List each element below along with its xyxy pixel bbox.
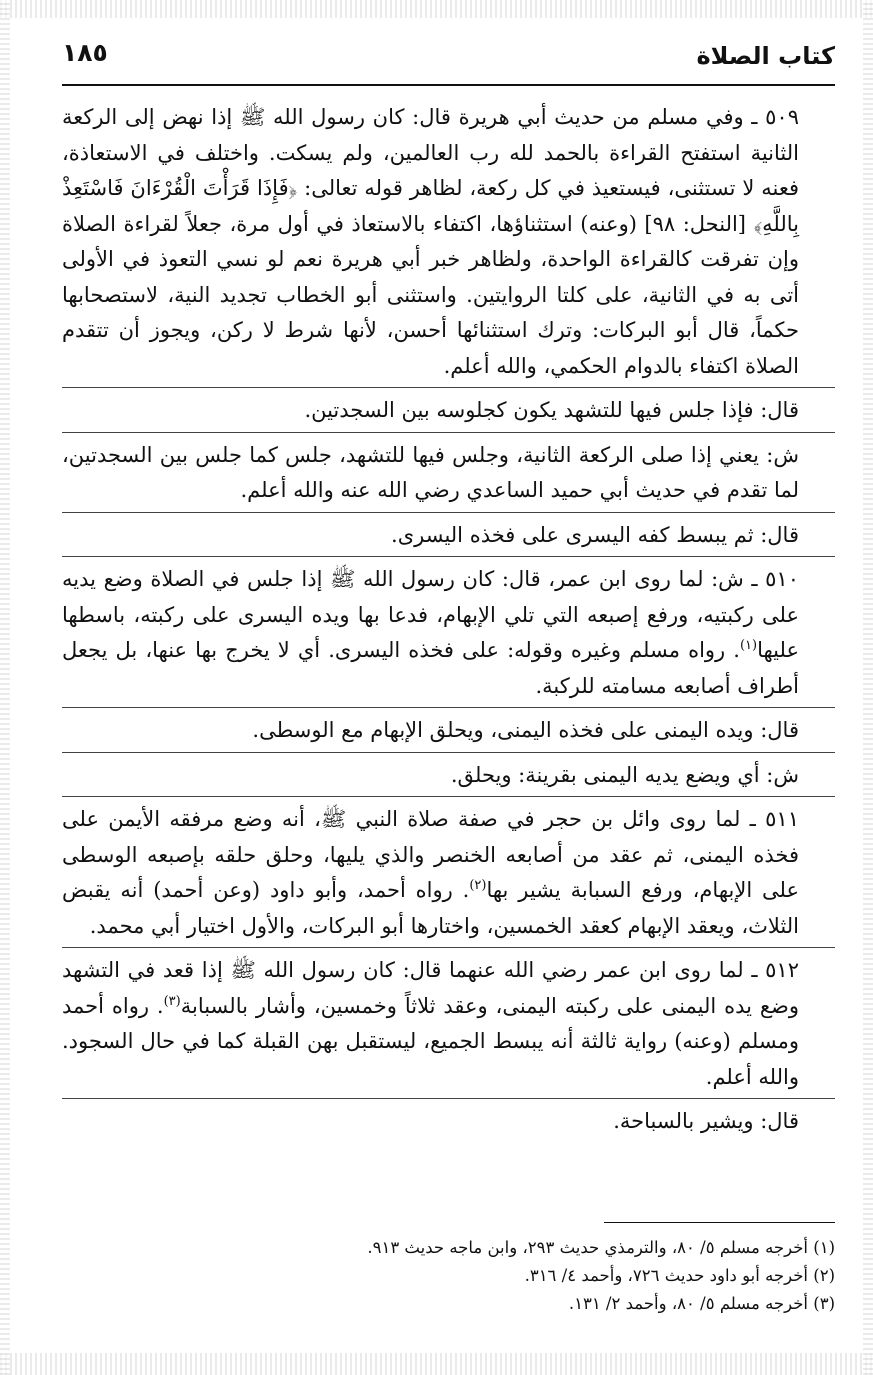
paragraph-510-text-cont: . رواه مسلم وغيره وقوله: على فخذه اليسرى. أي لا يخرج بها عنها، بل يجعل أطراف أصابعه مسامته للركبة. [62,638,799,698]
paragraph-512-text-cont: . رواه أحمد ومسلم (وعنه) رواية ثالثة أنه يبسط الجميع، ليستقبل بهن القبلة كما في حال السجود. والله أعلم. [62,993,799,1089]
scan-edge-bottom [0,1353,873,1375]
matn-quote-4: قال: ويشير بالسباحة. [613,1109,799,1133]
section-divider [62,432,835,433]
matn-quote-3: قال: ويده اليمنى على فخذه اليمنى، ويحلق الإبهام مع الوسطى. [252,718,799,742]
scan-edge-right [863,0,873,1375]
paragraph-511-text: ٥١١ ـ لما روى وائل بن حجر في صفة صلاة النبي ﷺ، أنه وضع مرفقه الأيمن على فخذه اليمنى، ثم عقد من أصابعه الخنصر والذي يليها، وحلق حلقه بإصبعه الوسطى على الإبهام، ورفع السبابة يشير بها [62,807,800,902]
matn-quote-2: قال: ثم يبسط كفه اليسرى على فخذه اليسرى. [391,522,799,547]
header-rule [62,84,835,86]
chapter-title: كتاب الصلاة [696,42,835,70]
section-divider [62,796,835,797]
footnote-ref-1: (١) [739,638,758,653]
footnote-3: (٣) أخرجه مسلم ٥/ ٨٠، وأحمد ٢/ ١٣١. [568,1294,835,1313]
section-divider [62,556,835,557]
paragraph-509: ٥٠٩ ـ وفي مسلم من حديث أبي هريرة قال: كان رسول الله ﷺ إذا نهض إلى الركعة الثانية استفتح القراءة بالحمد لله رب العالمين، ولم يسكت. واختلف في الاستعاذة، فعنه لا تستثنى، فيستعيذ في كل ركعة، لظاهر قوله تعالى: ﴿فَإِذَا قَرَأْتَ الْقُرْءَانَ فَاسْتَعِذْ بِاللَّهِ﴾ [النحل: ٩٨] (وعنه) استثناؤها، اكتفاء بالاستعاذ في أول مرة، جعلاً لقراءة الصلاة وإن تفرقت كالقراءة الواحدة، ولظاهر خبر أبي هريرة نعم لو نسي التعوذ في الأولى أتى به في الثانية، على كلتا الروايتين. واستثنى أبو الخطاب تجديد النية، لاستصحابها حكماً، قال أبو البركات: وترك استثنائها أحسن، لأنها شرط لا ركن، ويجوز أن تتقدم الصلاة اكتفاء بالدوام الحكمي، والله أعلم. [62,105,799,378]
footnote-ref-2: (٢) [469,878,487,893]
paragraph-512-text: ٥١٢ ـ لما روى ابن عمر رضي الله عنهما قال: كان رسول الله ﷺ إذا قعد في التشهد وضع يده اليمنى على ركبته اليمنى، وعقد ثلاثاً وخمسين، وأشار بالسبابة [62,958,799,1018]
matn-quote-1: قال: فإذا جلس فيها للتشهد يكون كجلوسه بين السجدتين. [304,398,799,422]
paragraph-510-text: ٥١٠ ـ ش: لما روى ابن عمر، قال: كان رسول الله ﷺ إذا جلس في الصلاة وضع يديه على ركبتيه، ورفع إصبعه التي تلي الإبهام، فدعا بها ويده اليسرى على ركبته، باسطها عليها [62,567,799,662]
footnote-1: (١) أخرجه مسلم ٥/ ٨٠، والترمذي حديث ٢٩٣، وابن ماجه حديث ٩١٣. [367,1238,835,1257]
section-divider [62,752,835,753]
running-header [62,38,835,86]
paragraph-511 [62,802,835,944]
page-number: ١٨٥ [62,38,108,67]
paragraph-511-text-cont: . رواه أحمد، وأبو داود (وعن أحمد) أنه يقبض الثلاث، ويعقد الإبهام كعقد الخمسين، واختارها أبو البركات، والأول اختيار أبي محمد. [62,878,799,938]
scan-edge-left [0,0,10,1375]
footnote-ref-3: (٣) [163,993,181,1009]
sharh-3: ش: أي ويضع يديه اليمنى بقرينة: ويحلق. [450,762,799,787]
section-divider [62,947,835,948]
section-divider [62,1098,835,1099]
footnote-2: (٢) أخرجه أبو داود حديث ٧٢٦، وأحمد ٤/ ٣١٦. [524,1266,835,1285]
section-divider [62,387,835,388]
footnote-rule [604,1222,835,1223]
paragraph-512 [62,953,835,1095]
scan-edge-top [0,0,873,18]
sharh-1: ش: يعني إذا صلى الركعة الثانية، وجلس فيها للتشهد، جلس كما جلس بين السجدتين، لما تقدم في حديث أبي حميد الساعدي رضي الله عنه والله أعلم. [62,442,799,502]
footnotes [62,1234,835,1318]
paragraph-510 [62,562,835,704]
section-divider [62,512,835,513]
main-text [62,100,835,1140]
section-divider [62,707,835,708]
